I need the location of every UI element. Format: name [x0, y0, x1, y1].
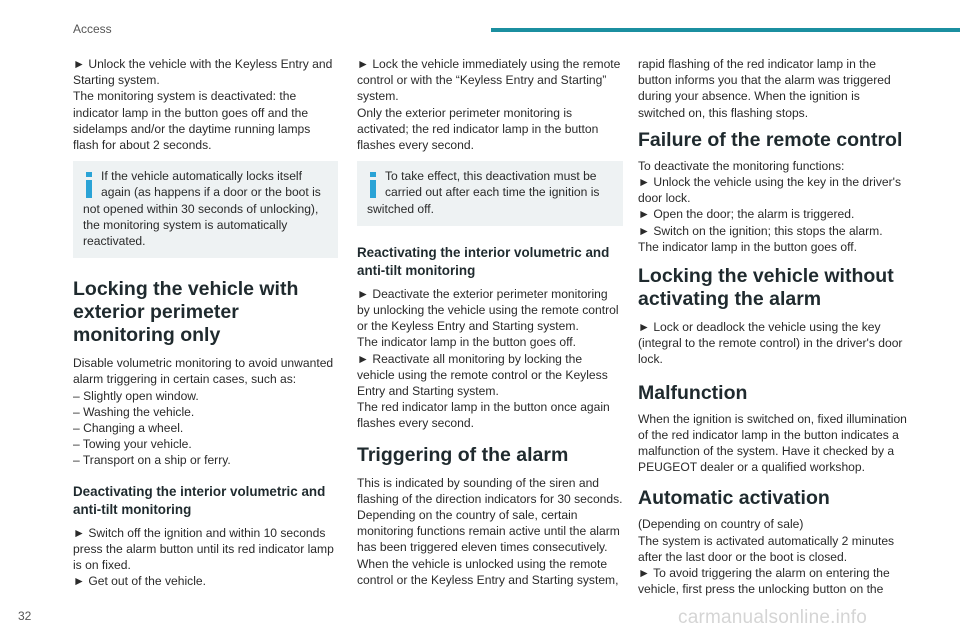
page-number: 32 [18, 609, 32, 623]
heading-malfunction: Malfunction [638, 381, 748, 404]
watermark: carmanualsonline.info [678, 607, 868, 628]
info-note [73, 161, 338, 258]
paragraph: The indicator lamp in the button goes off. [357, 335, 576, 350]
paragraph: To deactivate the monitoring functions: [638, 158, 845, 173]
heading-locking-without: Locking the vehicle without activating the alarm [638, 265, 894, 311]
paragraph: ► Lock or deadlock the vehicle using the key (integral to the remote control) in the driver's door lock. [638, 320, 903, 367]
list-item: – Towing your vehicle. [73, 437, 192, 452]
heading-triggering: Triggering of the alarm [357, 443, 569, 466]
paragraph: ► Get out of the vehicle. [73, 574, 206, 589]
list-item: – Slightly open window. [73, 388, 199, 403]
heading-automatic: Automatic activation [638, 487, 830, 510]
note-text: To take effect, this deactivation must be carried out after each time the ignition is switched off. [367, 169, 600, 216]
paragraph: The indicator lamp in the button goes off. [638, 239, 857, 254]
paragraph: When the ignition is switched on, fixed illumination of the red indicator lamp in the button indicates a malfunction of the system. Have it checked by a PEUGEOT dealer or a qualified workshop. [638, 411, 907, 475]
paragraph: ► Open the door; the alarm is triggered. [638, 207, 855, 222]
paragraph: Disable volumetric monitoring to avoid unwanted alarm triggering in certain cases, such as: [73, 356, 334, 387]
list-item: – Transport on a ship or ferry. [73, 453, 231, 468]
paragraph: ► Unlock the vehicle with the Keyless Entry and Starting system. [73, 57, 333, 88]
list [73, 388, 338, 469]
paragraph: This is indicated by sounding of the siren and flashing of the direction indicators for 30 seconds. [357, 475, 623, 506]
info-icon [85, 172, 93, 198]
heading-reactivating: Reactivating the interior volumetric and anti-tilt monitoring [357, 244, 610, 278]
column-2 [357, 56, 623, 596]
paragraph: ► Unlock the vehicle using the key in the driver's door lock. [638, 175, 901, 206]
heading-failure: Failure of the remote control [638, 128, 903, 151]
list-item: – Washing the vehicle. [73, 404, 195, 419]
paragraph: ► Lock the vehicle immediately using the remote control or with the “Keyless Entry and Starting” system. [357, 57, 621, 104]
paragraph: The red indicator lamp in the button once again flashes every second. [357, 400, 610, 431]
column-1 [73, 56, 338, 597]
info-icon [369, 172, 377, 198]
paragraph: ► Switch on the ignition; this stops the alarm. [638, 223, 883, 238]
paragraph: The system is activated automatically 2 minutes after the last door or the boot is closed. [638, 533, 895, 564]
paragraph: Depending on the country of sale, certain monitoring functions remain active until the alarm has been triggered eleven times consecutively. [357, 508, 620, 555]
paragraph: ► To avoid triggering the alarm on entering the vehicle, first press the unlocking button on the [638, 566, 890, 597]
header-accent-bar [491, 28, 960, 32]
section-title: Access [73, 22, 112, 36]
column-3 [638, 56, 908, 605]
paragraph: ► Switch off the ignition and within 10 seconds press the alarm button until its red indicator lamp is on fixed. [73, 525, 334, 573]
paragraph: rapid flashing of the red indicator lamp in the button informs you that the alarm was triggered during your absence. When the ignition is switched on, this flashing stops. [638, 57, 891, 120]
paragraph: Only the exterior perimeter monitoring is activated; the red indicator lamp in the button flashes every second. [357, 105, 599, 153]
note-text: If the vehicle automatically locks itself again (as happens if a door or the boot is not opened within 30 seconds of unlocking), the monitoring system is automatically reactivated. [83, 169, 321, 249]
paragraph: ► Reactivate all monitoring by locking the vehicle using the remote control or the Keyless Entry and Starting system. [357, 351, 608, 399]
info-note [357, 161, 623, 226]
paragraph: ► Deactivate the exterior perimeter monitoring by unlocking the vehicle using the remote control or the Keyless Entry and Starting system. [357, 286, 619, 334]
heading-locking-perimeter: Locking the vehicle with exterior perimeter monitoring only [73, 278, 299, 347]
paragraph: When the vehicle is unlocked using the remote control or the Keyless Entry and Starting system, [357, 556, 619, 587]
paragraph: The monitoring system is deactivated: the indicator lamp in the button goes off and the sidelamps and/or the daytime running lamps flash for about 2 seconds. [73, 89, 311, 153]
heading-deactivating: Deactivating the interior volumetric and anti-tilt monitoring [73, 483, 326, 517]
list-item: – Changing a wheel. [73, 421, 184, 436]
paragraph: (Depending on country of sale) [638, 517, 804, 532]
